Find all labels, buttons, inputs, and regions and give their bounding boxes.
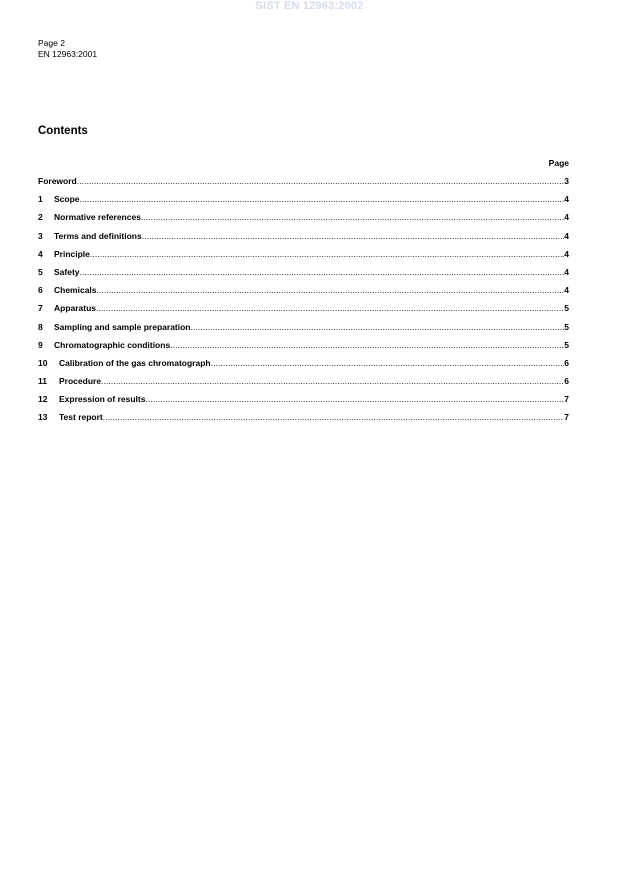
toc-entry-title: Chromatographic conditions: [54, 339, 171, 350]
toc-leader-dots: [97, 285, 565, 296]
toc-entry-number: 10: [38, 357, 48, 368]
toc-entry-safety[interactable]: [38, 267, 569, 285]
toc-leader-dots: [191, 322, 565, 333]
toc-entry-title: Normative references: [54, 212, 141, 223]
toc-entry-normative-references[interactable]: [38, 212, 569, 230]
toc-entry-title: Calibration of the gas chromatograph: [59, 357, 211, 368]
toc-entry-title: Scope: [54, 194, 80, 205]
toc-entry-number: 8: [38, 321, 43, 332]
toc-entry-page: 4: [564, 230, 569, 241]
toc-entry-title: Terms and definitions: [54, 230, 142, 241]
toc-entry-title: Principle: [54, 248, 90, 259]
toc-entry-title: Test report: [59, 412, 103, 423]
toc-entry-page: 4: [564, 266, 569, 277]
toc-leader-dots: [103, 412, 564, 423]
toc-entry-chemicals[interactable]: [38, 285, 569, 303]
toc-entry-expression-of-results[interactable]: [38, 394, 569, 412]
toc-entry-number: 11: [38, 376, 47, 387]
toc-entry-page: 5: [564, 303, 569, 314]
toc-entry-procedure[interactable]: [38, 376, 569, 394]
table-of-contents: [38, 176, 569, 431]
toc-entry-principle[interactable]: [38, 249, 569, 267]
toc-entry-number: 9: [38, 339, 43, 350]
toc-entry-page: 4: [564, 248, 569, 259]
toc-leader-dots: [141, 212, 564, 223]
toc-entry-number: 1: [38, 194, 43, 205]
toc-entry-page: 7: [564, 394, 569, 405]
toc-entry-title: Apparatus: [54, 303, 97, 314]
toc-entry-chromatographic-conditions[interactable]: [38, 340, 569, 358]
toc-entry-number: 3: [38, 230, 43, 241]
toc-entry-test-report[interactable]: [38, 412, 569, 430]
standard-number: EN 12963:2001: [38, 48, 98, 59]
toc-entry-terms-and-definitions[interactable]: [38, 231, 569, 249]
toc-entry-page: 5: [564, 339, 569, 350]
page-header: [38, 38, 97, 59]
watermark: SIST EN 12963:2002: [255, 0, 364, 12]
toc-leader-dots: [80, 194, 565, 205]
contents-heading: Contents: [38, 125, 88, 137]
toc-entry-title: Expression of results: [59, 394, 146, 405]
page-column-label: Page: [548, 158, 569, 168]
toc-entry-page: 3: [564, 176, 569, 186]
toc-entry-number: 13: [38, 412, 48, 423]
toc-entry-title: Procedure: [59, 376, 102, 387]
toc-entry-number: 7: [38, 303, 43, 314]
toc-entry-page: 5: [564, 321, 569, 332]
toc-entry-page: 4: [564, 285, 569, 296]
toc-entry-sampling[interactable]: [38, 322, 569, 340]
toc-entry-number: 4: [38, 248, 43, 259]
toc-entry-title: Foreword: [38, 176, 77, 186]
toc-leader-dots: [90, 249, 564, 260]
toc-leader-dots: [77, 176, 565, 187]
toc-entry-number: 2: [38, 212, 43, 223]
toc-entry-foreword[interactable]: [38, 176, 569, 194]
toc-leader-dots: [80, 267, 565, 278]
toc-entry-title: Safety: [54, 266, 80, 277]
toc-leader-dots: [142, 231, 565, 242]
toc-entry-scope[interactable]: [38, 194, 569, 212]
toc-entry-number: 6: [38, 285, 43, 296]
toc-entry-page: 4: [564, 212, 569, 223]
toc-leader-dots: [211, 358, 565, 369]
page-number: Page 2: [38, 38, 65, 48]
toc-leader-dots: [101, 376, 564, 387]
toc-entry-calibration[interactable]: [38, 358, 569, 376]
toc-entry-title: Sampling and sample preparation: [54, 321, 191, 332]
toc-leader-dots: [96, 303, 564, 314]
toc-leader-dots: [170, 340, 564, 351]
toc-entry-page: 7: [564, 412, 569, 423]
toc-entry-page: 6: [564, 357, 569, 368]
toc-entry-page: 4: [564, 194, 569, 205]
toc-entry-apparatus[interactable]: [38, 303, 569, 321]
toc-entry-title: Chemicals: [54, 285, 97, 296]
toc-entry-number: 5: [38, 266, 43, 277]
toc-leader-dots: [145, 394, 564, 405]
toc-entry-page: 6: [564, 376, 569, 387]
toc-entry-number: 12: [38, 394, 48, 405]
